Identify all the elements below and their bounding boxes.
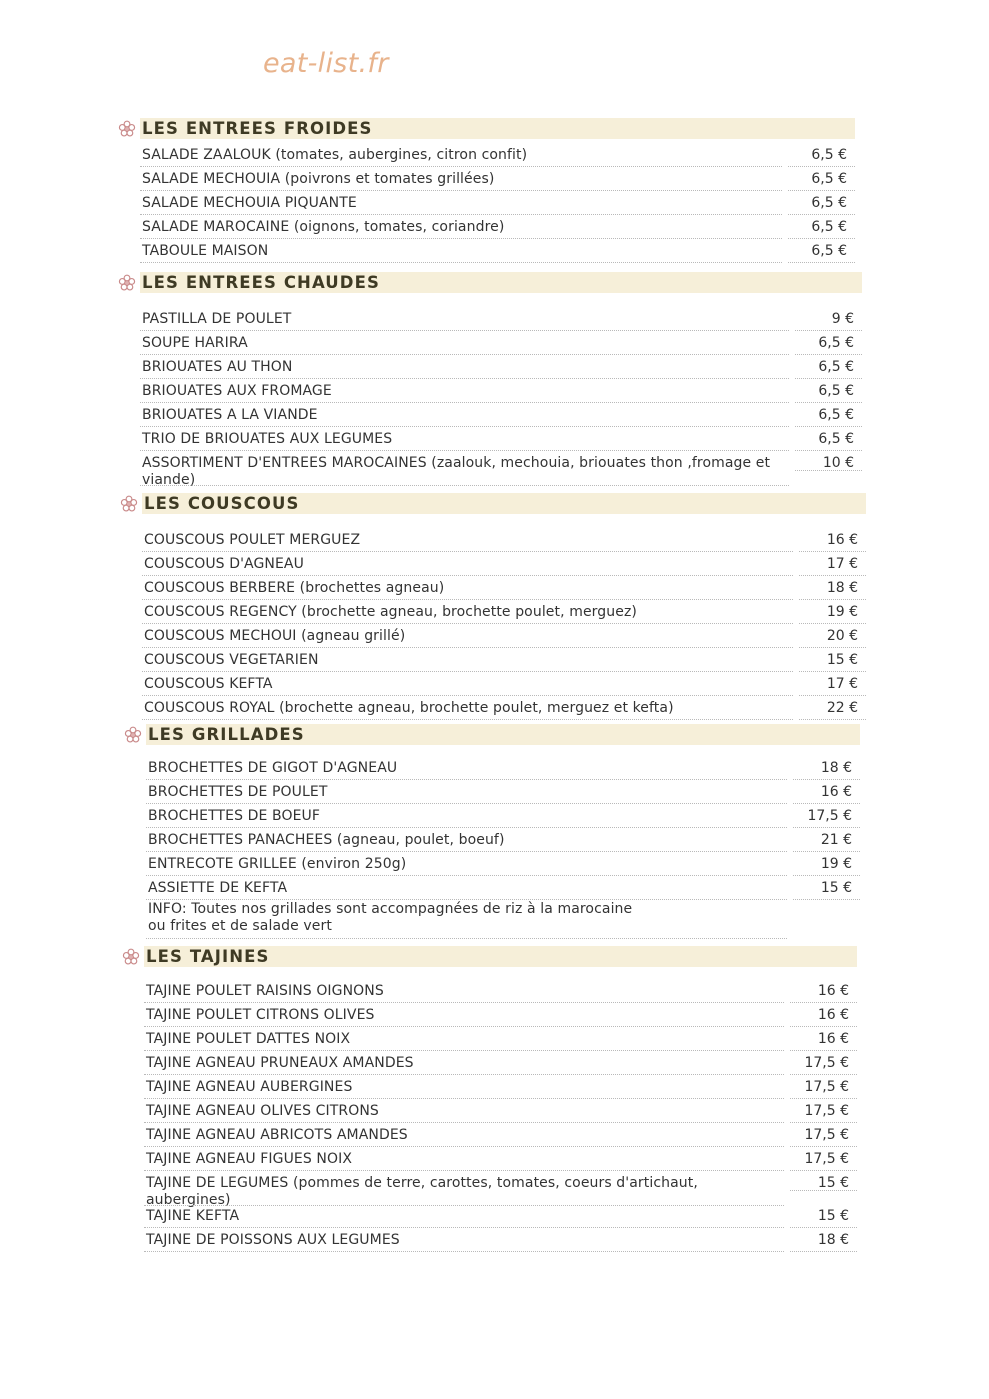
dotted-rule xyxy=(144,1050,784,1051)
menu-item xyxy=(146,805,860,829)
dotted-rule xyxy=(793,779,860,780)
section-title: LES COUSCOUS xyxy=(144,494,300,513)
item-price: 17,5 € xyxy=(804,1079,849,1095)
dotted-rule xyxy=(146,875,787,876)
dotted-rule xyxy=(788,214,855,215)
item-name: SALADE MAROCAINE (oignons, tomates, coriandre) xyxy=(142,219,505,235)
item-name: SALADE MECHOUIA PIQUANTE xyxy=(142,195,357,211)
dotted-rule xyxy=(140,190,782,191)
menu-item xyxy=(140,452,862,488)
item-price: 6,5 € xyxy=(818,335,854,351)
dotted-rule xyxy=(140,330,789,331)
section-title: LES ENTREES FROIDES xyxy=(142,119,373,138)
section-entrees-chaudes xyxy=(140,272,862,488)
item-price: 15 € xyxy=(817,1175,849,1191)
dotted-rule xyxy=(144,1146,784,1147)
dotted-rule xyxy=(140,426,789,427)
dotted-rule xyxy=(799,599,866,600)
dotted-rule xyxy=(790,1190,857,1191)
dotted-rule xyxy=(142,551,793,552)
dotted-rule xyxy=(790,1002,857,1003)
section-header xyxy=(140,118,855,139)
section-header xyxy=(142,493,866,514)
item-price: 16 € xyxy=(820,784,852,800)
item-name: TAJINE AGNEAU PRUNEAUX AMANDES xyxy=(146,1055,414,1071)
menu-item xyxy=(140,404,862,428)
item-name: COUSCOUS KEFTA xyxy=(144,676,273,692)
item-name: COUSCOUS MECHOUI (agneau grillé) xyxy=(144,628,406,644)
dotted-rule xyxy=(144,1074,784,1075)
menu-item xyxy=(144,1148,857,1172)
dotted-rule xyxy=(144,1002,784,1003)
item-price: 16 € xyxy=(817,1031,849,1047)
flower-icon xyxy=(124,726,142,744)
dotted-rule xyxy=(790,1098,857,1099)
item-name: TAJINE AGNEAU OLIVES CITRONS xyxy=(146,1103,379,1119)
item-price: 6,5 € xyxy=(818,359,854,375)
dotted-rule xyxy=(140,450,789,451)
menu-item xyxy=(146,877,860,901)
item-price: 6,5 € xyxy=(811,147,847,163)
dotted-rule xyxy=(795,450,862,451)
menu-item xyxy=(140,332,862,356)
menu-item xyxy=(140,144,855,168)
item-price: 19 € xyxy=(820,856,852,872)
item-price: 6,5 € xyxy=(818,383,854,399)
dotted-rule xyxy=(795,470,862,471)
dotted-rule xyxy=(795,354,862,355)
dotted-rule xyxy=(790,1074,857,1075)
dotted-rule xyxy=(144,1122,784,1123)
item-name: BROCHETTES DE GIGOT D'AGNEAU xyxy=(148,760,398,776)
item-name: COUSCOUS POULET MERGUEZ xyxy=(144,532,361,548)
item-name: TAJINE DE LEGUMES (pommes de terre, carottes, tomates, coeurs d'artichaut, aubergines) xyxy=(146,1175,698,1208)
menu-item xyxy=(140,216,855,240)
menu-item xyxy=(144,1205,857,1229)
item-price: 6,5 € xyxy=(811,171,847,187)
menu-item xyxy=(142,697,866,721)
menu-item xyxy=(144,1172,857,1208)
dotted-rule xyxy=(140,402,789,403)
item-name: TAJINE AGNEAU ABRICOTS AMANDES xyxy=(146,1127,408,1143)
dotted-rule xyxy=(140,485,789,486)
dotted-rule xyxy=(795,426,862,427)
item-name: TAJINE POULET RAISINS OIGNONS xyxy=(146,983,384,999)
item-price: 10 € xyxy=(822,455,854,471)
dotted-rule xyxy=(788,238,855,239)
dotted-rule xyxy=(790,1050,857,1051)
item-price: 17,5 € xyxy=(804,1055,849,1071)
menu-item xyxy=(144,1100,857,1124)
item-price: 22 € xyxy=(826,700,858,716)
item-name: COUSCOUS REGENCY (brochette agneau, brochette poulet, merguez) xyxy=(144,604,637,620)
dotted-rule xyxy=(790,1170,857,1171)
item-price: 17,5 € xyxy=(804,1103,849,1119)
item-name: TABOULE MAISON xyxy=(142,243,269,259)
item-price: 6,5 € xyxy=(818,407,854,423)
item-price: 18 € xyxy=(817,1232,849,1248)
dotted-rule xyxy=(788,262,855,263)
item-price: 15 € xyxy=(820,880,852,896)
flower-icon xyxy=(120,495,138,513)
item-name: SOUPE HARIRA xyxy=(142,335,248,351)
dotted-rule xyxy=(146,779,787,780)
dotted-rule xyxy=(140,262,782,263)
item-name: TAJINE AGNEAU AUBERGINES xyxy=(146,1079,353,1095)
item-name: COUSCOUS VEGETARIEN xyxy=(144,652,319,668)
dotted-rule xyxy=(144,1170,784,1171)
menu-item xyxy=(140,192,855,216)
item-price: 6,5 € xyxy=(818,431,854,447)
dotted-rule xyxy=(142,623,793,624)
menu-item xyxy=(144,1052,857,1076)
dotted-rule xyxy=(140,354,789,355)
dotted-rule xyxy=(788,190,855,191)
item-price: 6,5 € xyxy=(811,243,847,259)
item-name: BRIOUATES A LA VIANDE xyxy=(142,407,318,423)
item-price: 15 € xyxy=(817,1208,849,1224)
info-note-text: INFO: Toutes nos grillades sont accompagnées de riz à la marocaine ou frites et de salade vert xyxy=(148,901,633,934)
menu-item xyxy=(144,1028,857,1052)
item-name: TAJINE DE POISSONS AUX LEGUMES xyxy=(146,1232,400,1248)
watermark-logo: eat-list.fr xyxy=(263,48,389,79)
dotted-rule xyxy=(146,851,787,852)
item-price: 17 € xyxy=(826,556,858,572)
dotted-rule xyxy=(142,647,793,648)
section-title: LES ENTREES CHAUDES xyxy=(142,273,380,292)
flower-icon xyxy=(118,274,136,292)
menu-item xyxy=(144,1229,857,1253)
item-name: SALADE ZAALOUK (tomates, aubergines, citron confit) xyxy=(142,147,528,163)
dotted-rule xyxy=(793,827,860,828)
dotted-rule xyxy=(793,875,860,876)
dotted-rule xyxy=(140,378,789,379)
dotted-rule xyxy=(146,803,787,804)
menu-item xyxy=(142,649,866,673)
menu-item xyxy=(140,168,855,192)
menu-item xyxy=(140,380,862,404)
menu-item xyxy=(142,529,866,553)
item-name: ENTRECOTE GRILLEE (environ 250g) xyxy=(148,856,407,872)
dotted-rule xyxy=(146,938,787,939)
item-price: 17,5 € xyxy=(804,1151,849,1167)
dotted-rule xyxy=(795,330,862,331)
dotted-rule xyxy=(799,719,866,720)
dotted-rule xyxy=(142,575,793,576)
dotted-rule xyxy=(144,1098,784,1099)
dotted-rule xyxy=(799,695,866,696)
item-name: TRIO DE BRIOUATES AUX LEGUMES xyxy=(142,431,393,447)
menu-item xyxy=(146,781,860,805)
menu-item xyxy=(142,577,866,601)
item-price: 17,5 € xyxy=(807,808,852,824)
dotted-rule xyxy=(140,166,782,167)
section-header xyxy=(146,724,860,745)
dotted-rule xyxy=(799,623,866,624)
dotted-rule xyxy=(142,599,793,600)
item-price: 19 € xyxy=(826,604,858,620)
item-name: TAJINE KEFTA xyxy=(146,1208,240,1224)
item-name: PASTILLA DE POULET xyxy=(142,311,292,327)
item-price: 16 € xyxy=(817,1007,849,1023)
item-name: BROCHETTES DE POULET xyxy=(148,784,328,800)
dotted-rule xyxy=(146,899,787,900)
dotted-rule xyxy=(144,1026,784,1027)
menu-item xyxy=(140,356,862,380)
item-price: 16 € xyxy=(817,983,849,999)
dotted-rule xyxy=(795,378,862,379)
dotted-rule xyxy=(790,1026,857,1027)
item-name: TAJINE AGNEAU FIGUES NOIX xyxy=(146,1151,353,1167)
item-name: BRIOUATES AUX FROMAGE xyxy=(142,383,332,399)
menu-item xyxy=(144,980,857,1004)
menu-item xyxy=(142,673,866,697)
dotted-rule xyxy=(793,803,860,804)
menu-item xyxy=(140,308,862,332)
menu-item xyxy=(146,853,860,877)
dotted-rule xyxy=(140,238,782,239)
dotted-rule xyxy=(790,1122,857,1123)
item-name: TAJINE POULET CITRONS OLIVES xyxy=(146,1007,375,1023)
dotted-rule xyxy=(799,575,866,576)
item-price: 20 € xyxy=(826,628,858,644)
dotted-rule xyxy=(790,1146,857,1147)
item-price: 6,5 € xyxy=(811,219,847,235)
dotted-rule xyxy=(140,214,782,215)
section-title: LES TAJINES xyxy=(146,947,270,966)
menu-item xyxy=(144,1124,857,1148)
section-grillades xyxy=(146,724,860,939)
dotted-rule xyxy=(142,719,793,720)
dotted-rule xyxy=(799,551,866,552)
dotted-rule xyxy=(144,1227,784,1228)
item-price: 15 € xyxy=(826,652,858,668)
item-name: BROCHETTES PANACHEES (agneau, poulet, boeuf) xyxy=(148,832,505,848)
flower-icon xyxy=(118,120,136,138)
menu-item xyxy=(146,757,860,781)
dotted-rule xyxy=(146,827,787,828)
item-name: BROCHETTES DE BOEUF xyxy=(148,808,321,824)
menu-item xyxy=(140,240,855,264)
item-name: COUSCOUS BERBERE (brochettes agneau) xyxy=(144,580,445,596)
dotted-rule xyxy=(799,671,866,672)
item-name: COUSCOUS ROYAL (brochette agneau, brochette poulet, merguez et kefta) xyxy=(144,700,674,716)
info-note xyxy=(146,901,860,939)
menu-item xyxy=(142,625,866,649)
item-price: 16 € xyxy=(826,532,858,548)
dotted-rule xyxy=(793,899,860,900)
menu-item xyxy=(142,601,866,625)
menu-item xyxy=(142,553,866,577)
item-name: COUSCOUS D'AGNEAU xyxy=(144,556,304,572)
item-price: 17 € xyxy=(826,676,858,692)
dotted-rule xyxy=(795,402,862,403)
section-header xyxy=(140,272,862,293)
section-title: LES GRILLADES xyxy=(148,725,305,744)
section-header xyxy=(144,946,857,967)
menu-item xyxy=(140,428,862,452)
dotted-rule xyxy=(142,671,793,672)
section-tajines xyxy=(144,946,857,1253)
menu-item xyxy=(146,829,860,853)
item-price: 18 € xyxy=(820,760,852,776)
dotted-rule xyxy=(790,1251,857,1252)
dotted-rule xyxy=(790,1227,857,1228)
item-price: 6,5 € xyxy=(811,195,847,211)
flower-icon xyxy=(122,948,140,966)
section-couscous xyxy=(142,493,866,721)
section-entrees-froides xyxy=(140,118,855,264)
menu-item xyxy=(144,1004,857,1028)
item-price: 17,5 € xyxy=(804,1127,849,1143)
item-name: ASSIETTE DE KEFTA xyxy=(148,880,288,896)
item-price: 21 € xyxy=(820,832,852,848)
item-name: ASSORTIMENT D'ENTREES MAROCAINES (zaalouk, mechouia, briouates thon ,fromage et viande) xyxy=(142,455,771,488)
dotted-rule xyxy=(788,166,855,167)
dotted-rule xyxy=(793,851,860,852)
dotted-rule xyxy=(799,647,866,648)
item-name: SALADE MECHOUIA (poivrons et tomates grillées) xyxy=(142,171,495,187)
dotted-rule xyxy=(144,1251,784,1252)
dotted-rule xyxy=(142,695,793,696)
item-price: 9 € xyxy=(831,311,854,327)
item-price: 18 € xyxy=(826,580,858,596)
menu-item xyxy=(144,1076,857,1100)
item-name: BRIOUATES AU THON xyxy=(142,359,293,375)
item-name: TAJINE POULET DATTES NOIX xyxy=(146,1031,351,1047)
